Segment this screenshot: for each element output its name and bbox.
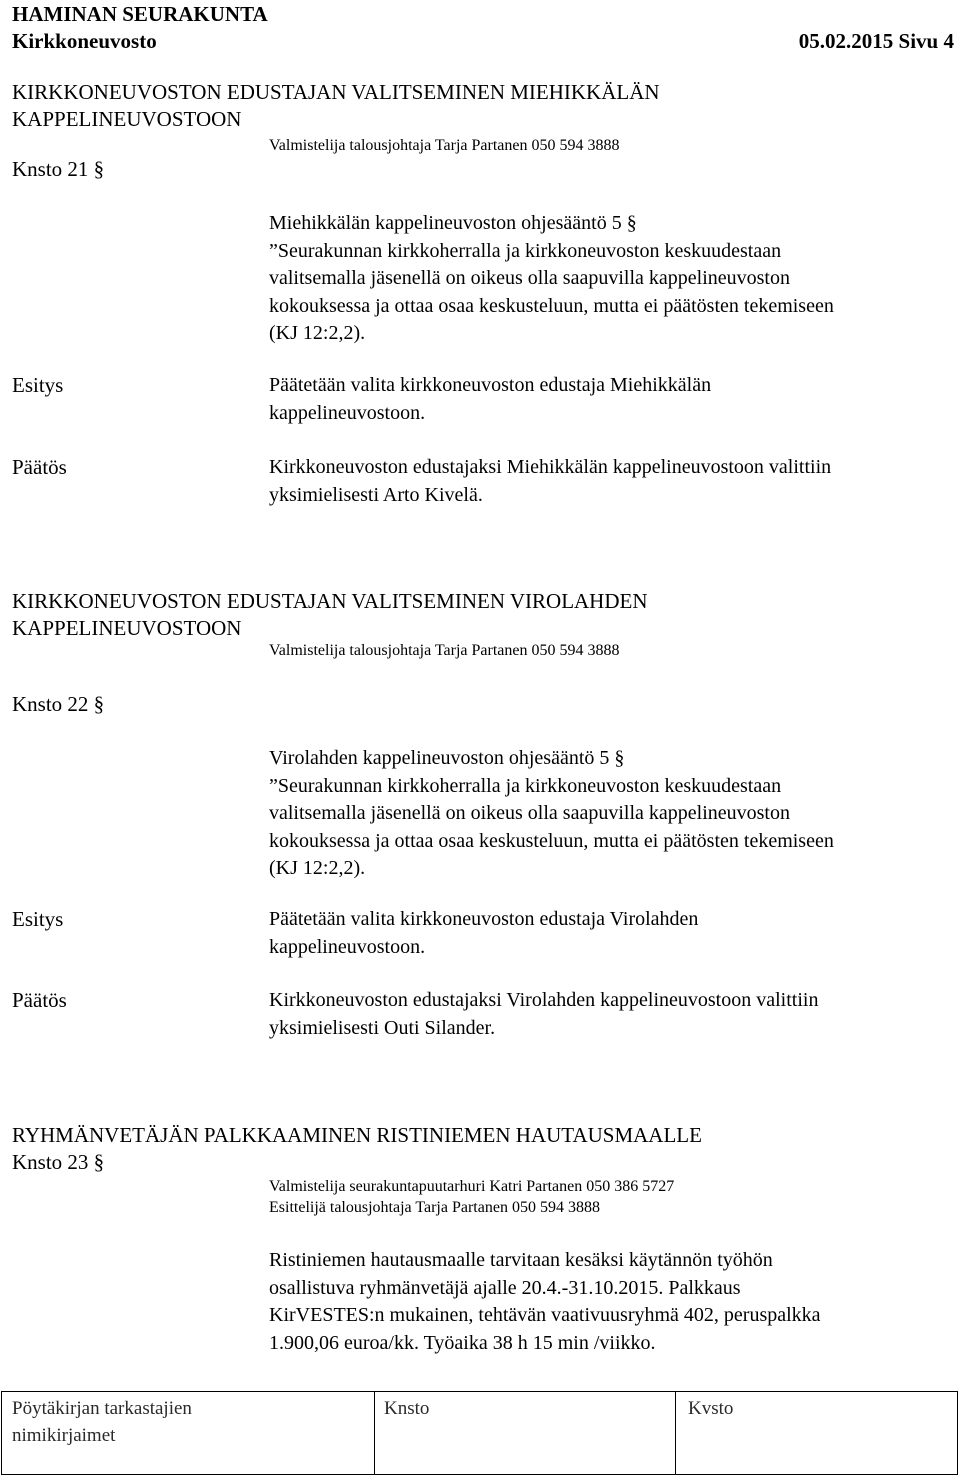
intro-text [269,210,939,348]
intro-line: kokouksessa ja ottaa osaa keskusteluun, mutta ei päätösten tekemiseen [269,294,834,317]
body-line: 1.900,06 euroa/kk. Työaika 38 h 15 min /viikko. [269,1331,656,1354]
decision-text [269,454,939,509]
body-line: KirVESTES:n mukainen, tehtävän vaativuusryhmä 402, peruspalkka [269,1304,821,1326]
preparer: Valmistelija talousjohtaja Tarja Partanen 050 594 3888 [269,642,620,659]
intro-line: valitsemalla jäsenellä on oikeus olla saapuvilla kappelineuvoston [269,267,790,289]
table-divider [675,1392,676,1474]
signature-table [1,1391,958,1475]
presenter: Esittelijä talousjohtaja Tarja Partanen 050 594 3888 [269,1199,600,1216]
proposal-line: kappelineuvostoon. [269,401,426,424]
intro-line: (KJ 12:2,2). [269,857,366,879]
section-title: RYHMÄNVETÄJÄN PALKKAAMINEN RISTINIEMEN HAUTAUSMAALLE [12,1123,702,1147]
decision-line: Kirkkoneuvoston edustajaksi Miehikkälän kappelineuvostoon valittiin [269,456,832,478]
intro-line: ”Seurakunnan kirkkoherralla ja kirkkoneuvoston keskuudestaan [269,239,782,262]
section-title: KIRKKONEUVOSTON EDUSTAJAN VALITSEMINEN VIROLAHDEN [12,589,648,613]
table-divider [374,1392,375,1474]
decision-label: Päätös [12,988,67,1012]
section-number: Knsto 23 § [12,1150,105,1174]
section-number: Knsto 22 § [12,692,105,716]
intro-line: valitsemalla jäsenellä on oikeus olla saapuvilla kappelineuvoston [269,802,790,824]
intro-line: (KJ 12:2,2). [269,322,366,344]
proposal-line: kappelineuvostoon. [269,935,426,958]
section-title-cont: KAPPELINEUVOSTOON [12,616,242,640]
decision-label: Päätös [12,455,67,479]
section-number: Knsto 21 § [12,157,105,181]
decision-text [269,987,939,1042]
kvsto-initials-cell: Kvsto [688,1398,734,1419]
preparer: Valmistelija seurakuntapuutarhuri Katri Partanen 050 386 5727 [269,1178,675,1195]
proposal-line: Päätetään valita kirkkoneuvoston edustaja Virolahden [269,908,699,930]
proposal-label: Esitys [12,373,64,397]
body-line: osallistuva ryhmänvetäjä ajalle 20.4.-31.10.2015. Palkkaus [269,1276,741,1299]
intro-line: Miehikkälän kappelineuvoston ohjesääntö 5 § [269,212,637,234]
decision-line: yksimielisesti Outi Silander. [269,1016,496,1039]
meeting-body: Kirkkoneuvosto [12,29,157,53]
intro-line: ”Seurakunnan kirkkoherralla ja kirkkoneuvoston keskuudestaan [269,774,782,797]
signature-label: Pöytäkirjan tarkastajien [12,1398,192,1419]
intro-line: kokouksessa ja ottaa osaa keskusteluun, mutta ei päätösten tekemiseen [269,829,834,852]
section-title-cont: KAPPELINEUVOSTOON [12,107,242,131]
section-title: KIRKKONEUVOSTON EDUSTAJAN VALITSEMINEN MIEHIKKÄLÄN [12,80,660,104]
knsto-initials-cell: Knsto [384,1398,430,1419]
decision-line: Kirkkoneuvoston edustajaksi Virolahden kappelineuvostoon valittiin [269,989,819,1011]
body-line: Ristiniemen hautausmaalle tarvitaan kesäksi käytännön työhön [269,1249,773,1271]
organization-name: HAMINAN SEURAKUNTA [12,2,268,26]
proposal-line: Päätetään valita kirkkoneuvoston edustaja Miehikkälän [269,374,712,396]
proposal-text [269,906,939,961]
signature-label-cont: nimikirjaimet [12,1425,116,1446]
preparer: Valmistelija talousjohtaja Tarja Partanen 050 594 3888 [269,137,620,154]
body-text [269,1247,939,1357]
proposal-label: Esitys [12,907,64,931]
date-and-page: 05.02.2015 Sivu 4 [798,29,954,53]
decision-line: yksimielisesti Arto Kivelä. [269,483,483,506]
intro-text [269,745,939,883]
intro-line: Virolahden kappelineuvoston ohjesääntö 5 § [269,747,625,769]
proposal-text [269,372,939,427]
